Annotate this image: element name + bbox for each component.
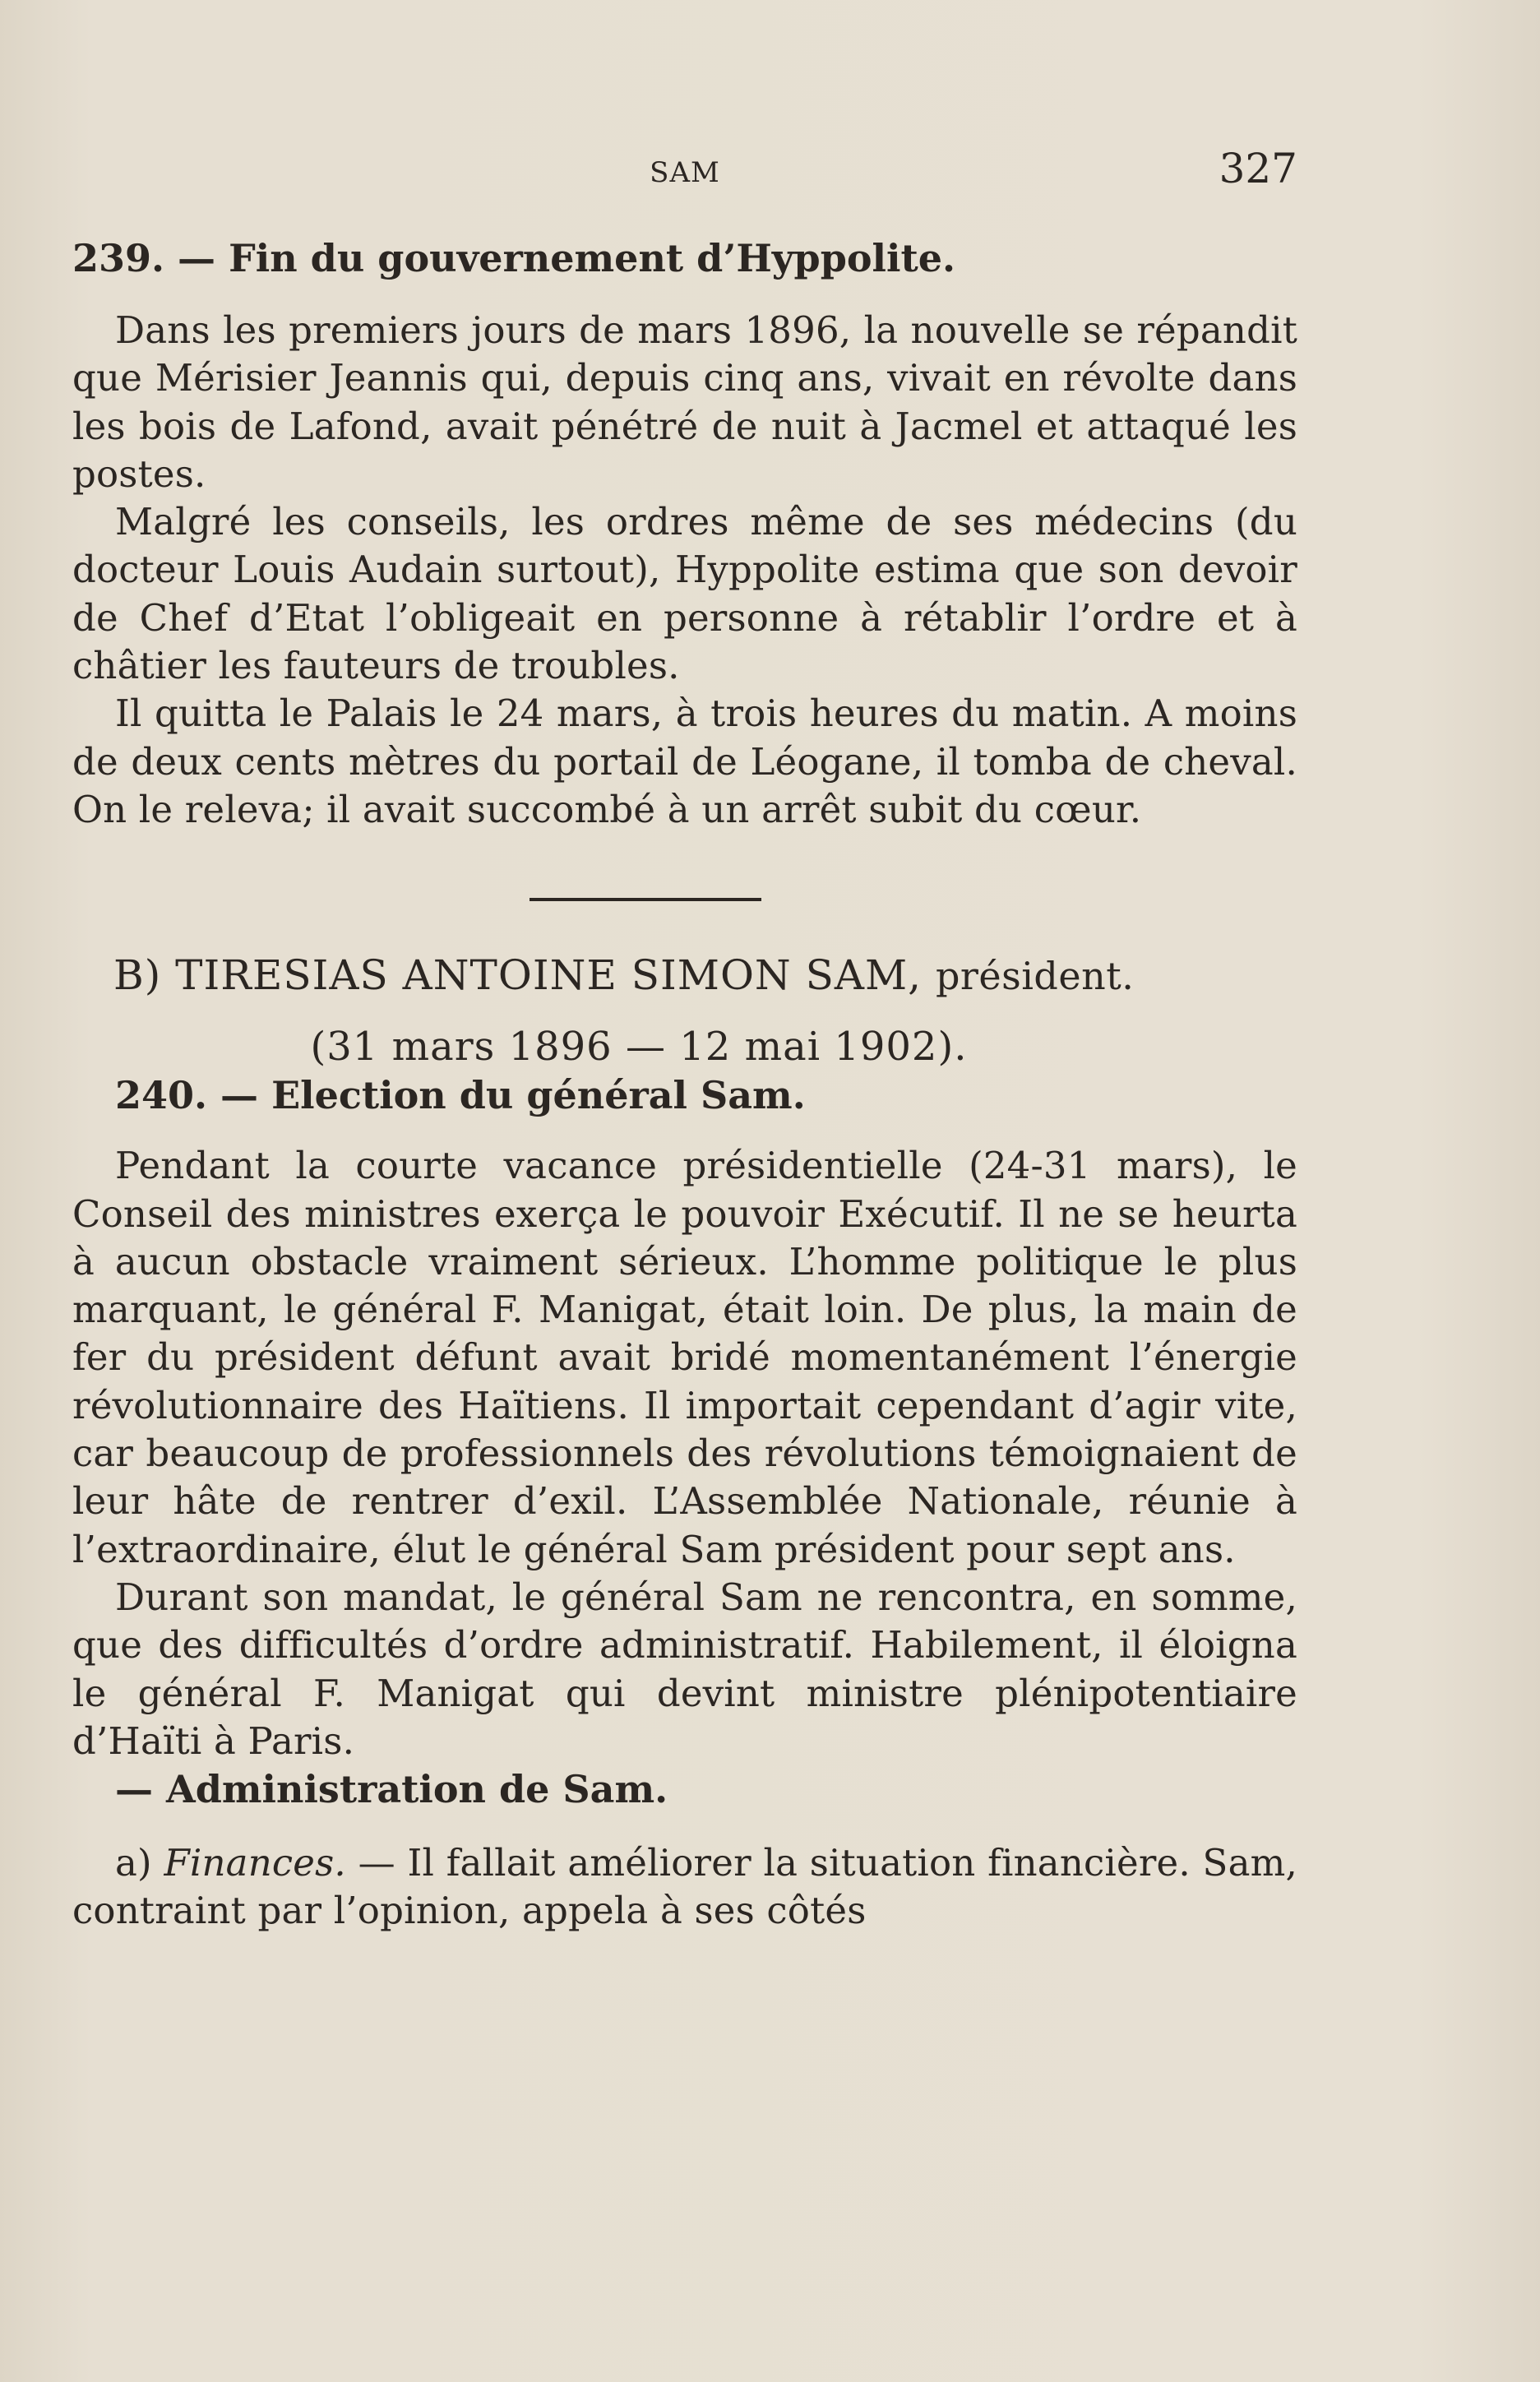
running-title: SAM (650, 156, 720, 189)
division-dates: (31 mars 1896 — 12 mai 1902). (310, 1024, 968, 1071)
item-title: Finances. (164, 1841, 346, 1885)
page-header (72, 145, 1297, 194)
page-number: 327 (1219, 145, 1297, 192)
division-title (72, 950, 1297, 1001)
administration-finances-paragraph (72, 1839, 1297, 1936)
section-240-paragraph: Pendant la courte vacance présidentielle (24-31 mars), le Conseil des ministres exerça le pouvoir Exécutif. Il ne se heurta à aucun obstacle vraiment sérieux. L’homme politique le plus marquant, le général F. Manigat, était loin. De plus, la main de fer du président défunt avait bridé momentanément l’énergie révolutionnaire des Haïtiens. Il importait cependant d’agir vite, car beaucoup de professionnels des révolutions témoignaient de leur hâte de rentrer d’exil. L’Assemblée Nationale, réunie à l’extraordinaire, élut le général Sam président pour sept ans. (72, 1144, 1297, 1571)
administration-heading: — Administration de Sam. (115, 1767, 668, 1812)
item-text: — Il fallait améliorer la situation financière. Sam, contraint par l’opinion, appela à ses côtés (72, 1841, 1297, 1933)
section-239-heading: 239. — Fin du gouvernement d’Hyppolite. (72, 236, 956, 280)
page-body (72, 234, 1297, 1936)
section-239-paragraph: Malgré les conseils, les ordres même de ses médecins (du docteur Louis Audain surtout), Hyppolite estima que son devoir de Chef d’Etat l’obligeait en personne à rétablir l’ordre et à châtier les fauteurs de troubles. (72, 500, 1297, 688)
division-title-main: B) TIRESIAS ANTOINE SIMON SAM, (113, 951, 923, 1000)
section-239-paragraph: Il quitta le Palais le 24 mars, à trois heures du matin. A moins de deux cents mètres du portail de Léogane, il tomba de cheval. On le releva; il avait succombé à un arrêt subit du cœur. (72, 691, 1297, 831)
division-title-rest: président. (935, 954, 1135, 999)
section-240-heading: 240. — Election du général Sam. (115, 1073, 806, 1118)
section-divider (530, 898, 761, 901)
item-label: a) (115, 1841, 152, 1885)
section-240-paragraph: Durant son mandat, le général Sam ne rencontra, en somme, que des difficultés d’ordre administratif. Habilement, il éloigna le général F. Manigat qui devint ministre plénipotentiaire d’Haïti à Paris. (72, 1575, 1297, 1763)
section-239-paragraph: Dans les premiers jours de mars 1896, la nouvelle se répandit que Mérisier Jeannis qui, depuis cinq ans, vivait en révolte dans les bois de Lafond, avait pénétré de nuit à Jacmel et attaqué les postes. (72, 308, 1297, 496)
